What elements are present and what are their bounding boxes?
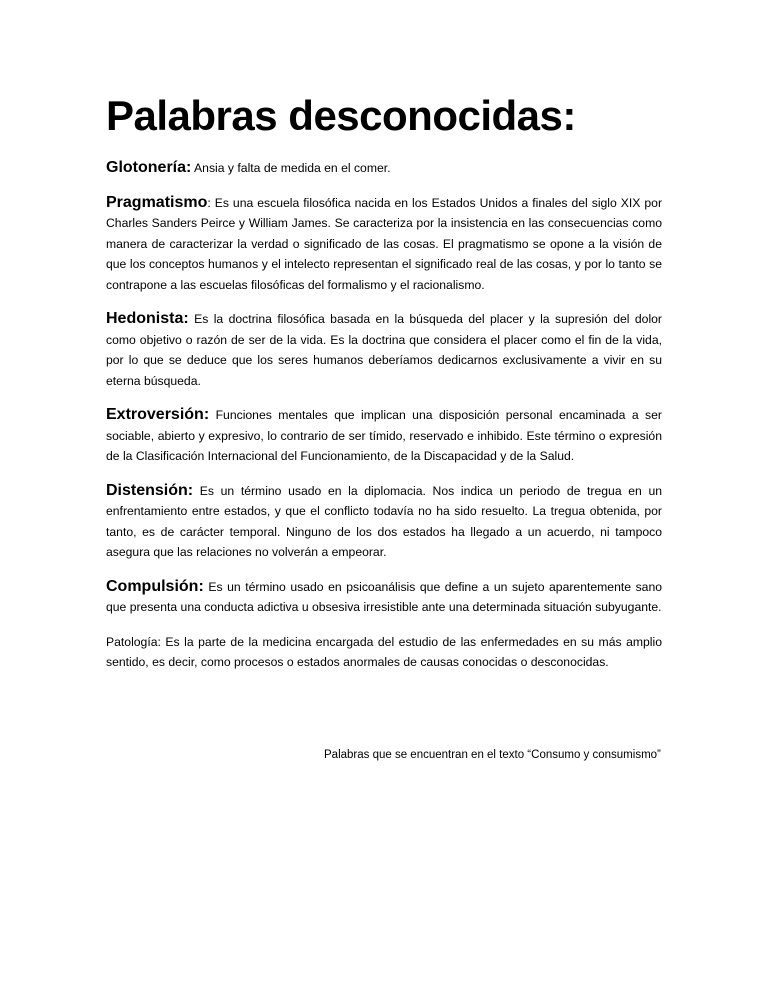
- entry-definition: Es un término usado en psicoanálisis que define a un sujeto aparentemente sano que presenta una conducta adictiva u obsesiva irresistible ante una determinada situación subyugante.: [106, 579, 662, 615]
- entry-definition: : Es una escuela filosófica nacida en los Estados Unidos a finales del siglo XIX por Charles Sanders Peirce y William James. Se caracteriza por la insistencia en las consecuencias como manera de caracterizar la verdad o significado de las cosas. El pragmatismo se opone a la visión de que los conceptos humanos y el intelecto representan el significado real de las cosas, y por lo tanto se contrapone a las escuelas filosóficas del formalismo y el racionalismo.: [106, 195, 662, 292]
- entry-hedonista: [106, 309, 662, 391]
- entry-definition: Ansia y falta de medida en el comer.: [191, 161, 391, 176]
- entry-distension: [106, 481, 662, 563]
- entry-glotoneria: [106, 158, 662, 179]
- entry-patologia: [106, 632, 662, 673]
- entry-term: Distensión:: [106, 481, 194, 499]
- patologia-text: Patología: Es la parte de la medicina encargada del estudio de las enfermedades en su más amplio sentido, es decir, como procesos o estados anormales de causas conocidas o desconocidas.: [106, 634, 662, 670]
- entry-term: Hedonista:: [106, 310, 189, 328]
- entry-definition: Funciones mentales que implican una disposición personal encaminada a ser sociable, abierto y expresivo, lo contrario de ser tímido, reservado e inhibido. Este término o expresión de la Clasificación Internacional del Funcionamiento, de la Discapacidad y de la Salud.: [106, 408, 662, 464]
- page-title: Palabras desconocidas:: [106, 92, 576, 139]
- entry-extroversion: [106, 405, 662, 467]
- document-page: [106, 92, 662, 687]
- entry-pragmatismo: [106, 193, 662, 296]
- entry-term: Glotonería:: [106, 159, 192, 177]
- source-footnote: Palabras que se encuentran en el texto “Consumo y consumismo”: [324, 749, 661, 761]
- entry-definition: Es un término usado en la diplomacia. Nos indica un periodo de tregua en un enfrentamiento entre estados, y que el conflicto todavía no ha sido resuelto. La tregua obtenida, por tanto, es de carácter temporal. Ninguno de los dos estados ha llegado a un acuerdo, ni tampoco asegura que las relaciones no volverán a empeorar.: [106, 483, 662, 560]
- entry-term: Extroversión:: [106, 406, 210, 424]
- entry-compulsion: [106, 577, 662, 618]
- entry-definition: Es la doctrina filosófica basada en la búsqueda del placer y la supresión del dolor como objetivo o razón de ser de la vida. Es la doctrina que considera el placer como el fin de la vida, por lo que se deduce que los seres humanos deberíamos dedicarnos exclusivamente a vivir en su eterna búsqueda.: [106, 312, 662, 388]
- entry-term: Compulsión:: [106, 577, 204, 595]
- entry-term: Pragmatismo: [106, 193, 208, 211]
